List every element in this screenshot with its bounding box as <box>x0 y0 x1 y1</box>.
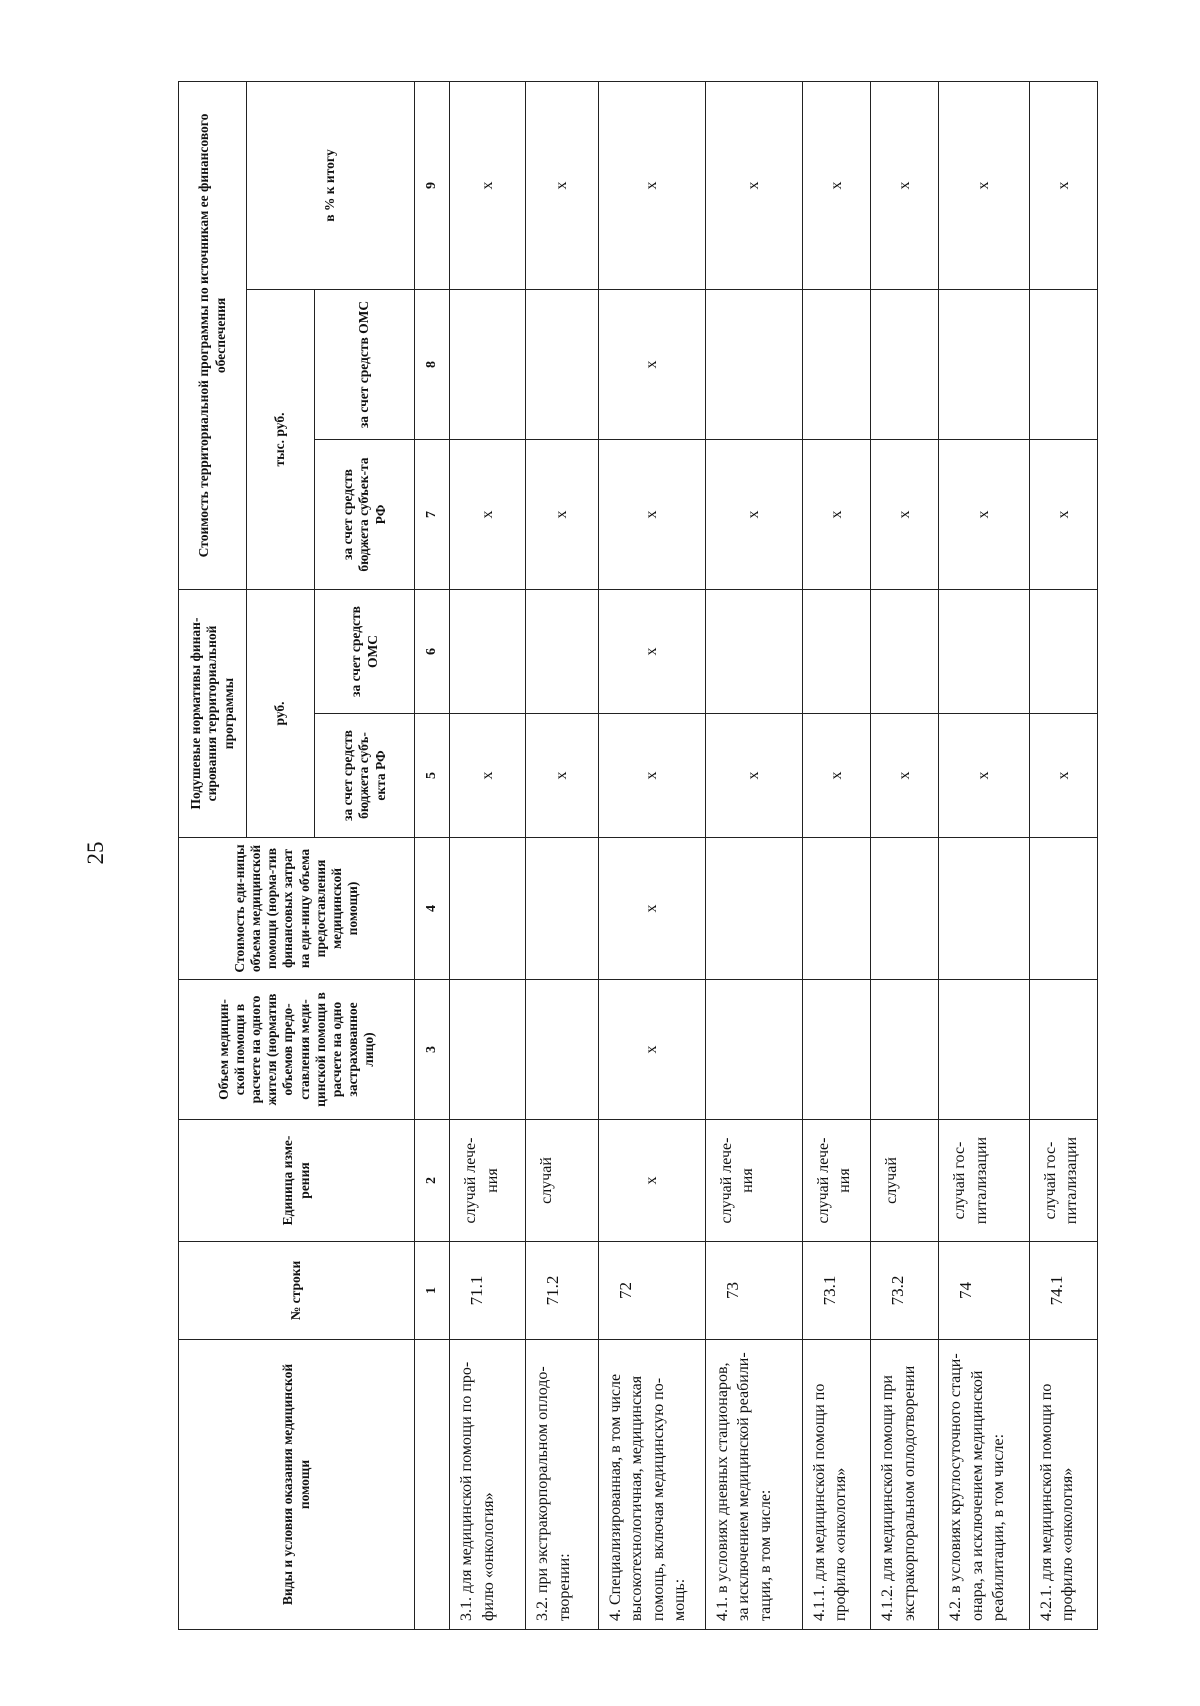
row-budget-rub: х <box>1029 714 1097 838</box>
rotated-table-container <box>178 82 1098 1630</box>
row-cost-unit <box>450 838 526 980</box>
row-budget-thous: х <box>939 440 1030 590</box>
row-oms-rub <box>939 590 1030 714</box>
row-oms-thous <box>802 290 870 440</box>
row-budget-thous: х <box>870 440 938 590</box>
header-unit: Единица изме-рения <box>179 1120 415 1242</box>
row-oms-thous: х <box>598 290 705 440</box>
row-line-no: 73 <box>705 1242 802 1340</box>
row-budget-thous: х <box>598 440 705 590</box>
col-number: 9 <box>415 81 450 289</box>
row-percent: х <box>526 81 598 289</box>
row-budget-rub: х <box>939 714 1030 838</box>
row-unit: х <box>598 1120 705 1242</box>
header-kind: Виды и условия оказания медицинской помощи <box>179 1340 415 1630</box>
table-row <box>598 81 705 1629</box>
row-line-no: 74.1 <box>1029 1242 1097 1340</box>
row-line-no: 71.1 <box>450 1242 526 1340</box>
row-oms-thous <box>870 290 938 440</box>
row-budget-rub: х <box>870 714 938 838</box>
row-budget-thous: х <box>705 440 802 590</box>
row-oms-rub <box>1029 590 1097 714</box>
row-oms-rub <box>450 590 526 714</box>
row-percent: х <box>870 81 938 289</box>
table-row <box>802 81 870 1629</box>
row-unit: случай гос-питализации <box>1029 1120 1097 1242</box>
table-row <box>870 81 938 1629</box>
col-number: 7 <box>415 440 450 590</box>
col-number: 6 <box>415 590 450 714</box>
row-kind: 4.1.2. для медицинской помощи при экстракорпоральном оплодотворении <box>870 1340 938 1630</box>
header-cost-unit: Стоимость еди-ницы объема медицинской помощи (норма-тив финансовых затрат на еди-ницу объема предоставления медицинской помощи) <box>179 838 415 980</box>
row-oms-thous <box>1029 290 1097 440</box>
col-number: 2 <box>415 1120 450 1242</box>
header-thous-rub: тыс. руб. <box>247 290 315 590</box>
table-row <box>526 81 598 1629</box>
row-budget-rub: х <box>705 714 802 838</box>
col-number: 4 <box>415 838 450 980</box>
row-oms-thous <box>526 290 598 440</box>
financing-table <box>178 81 1098 1630</box>
row-unit: случай лече-ния <box>450 1120 526 1242</box>
row-percent: х <box>802 81 870 289</box>
col-number <box>415 1340 450 1630</box>
header-budget-rub: за счет средств бюджета субъ-екта РФ <box>315 714 415 838</box>
row-oms-thous <box>939 290 1030 440</box>
row-cost-unit <box>870 838 938 980</box>
row-oms-rub <box>526 590 598 714</box>
row-percent: х <box>598 81 705 289</box>
row-oms-thous <box>705 290 802 440</box>
row-volume <box>526 980 598 1120</box>
row-kind: 4.2. в условиях круглосуточного стаци-онара, за исключением медицинской реабилитации, в том числе: <box>939 1340 1030 1630</box>
page-number: 25 <box>83 841 108 865</box>
header-oms-rub: за счет средств ОМС <box>315 590 415 714</box>
row-budget-thous: х <box>1029 440 1097 590</box>
row-budget-rub: х <box>598 714 705 838</box>
row-volume <box>450 980 526 1120</box>
row-volume <box>705 980 802 1120</box>
row-unit: случай лече-ния <box>802 1120 870 1242</box>
row-line-no: 71.2 <box>526 1242 598 1340</box>
row-cost-unit <box>802 838 870 980</box>
row-cost-unit <box>526 838 598 980</box>
row-percent: х <box>1029 81 1097 289</box>
table-row <box>705 81 802 1629</box>
row-percent: х <box>939 81 1030 289</box>
row-oms-rub <box>802 590 870 714</box>
row-kind: 3.1. для медицинской помощи по про-филю «онкология» <box>450 1340 526 1630</box>
row-budget-rub: х <box>802 714 870 838</box>
row-line-no: 72 <box>598 1242 705 1340</box>
header-budget-thous: за счет средств бюджета субъек-та РФ <box>315 440 415 590</box>
row-volume <box>802 980 870 1120</box>
row-unit: случай гос-питализации <box>939 1120 1030 1242</box>
header-line-no: № строки <box>179 1242 415 1340</box>
header-oms-thous: за счет средств ОМС <box>315 290 415 440</box>
row-percent: х <box>705 81 802 289</box>
row-budget-rub: х <box>450 714 526 838</box>
row-volume <box>870 980 938 1120</box>
row-budget-thous: х <box>526 440 598 590</box>
row-kind: 4.2.1. для медицинской помощи по профилю «онкология» <box>1029 1340 1097 1630</box>
header-rub: руб. <box>247 590 315 838</box>
row-kind: 3.2. при экстракорпоральном оплодо-творении: <box>526 1340 598 1630</box>
row-unit: случай <box>526 1120 598 1242</box>
row-oms-thous <box>450 290 526 440</box>
row-cost-unit: х <box>598 838 705 980</box>
col-number: 8 <box>415 290 450 440</box>
header-total-cost: Стоимость территориальной программы по источникам ее финансового обеспечения <box>179 81 247 589</box>
row-unit: случай <box>870 1120 938 1242</box>
table-row <box>939 81 1030 1629</box>
header-volume: Объем медицин-ской помощи в расчете на одного жителя (норматив объемов предо-ставления меди-цинской помощи в расчете на одно застрахованное лицо) <box>179 980 415 1120</box>
table-row <box>450 81 526 1629</box>
row-line-no: 74 <box>939 1242 1030 1340</box>
row-volume: х <box>598 980 705 1120</box>
row-percent: х <box>450 81 526 289</box>
column-number-row <box>415 81 450 1629</box>
row-kind: 4.1.1. для медицинской помощи по профилю «онкология» <box>802 1340 870 1630</box>
row-unit: случай лече-ния <box>705 1120 802 1242</box>
table-row <box>1029 81 1097 1629</box>
row-cost-unit <box>1029 838 1097 980</box>
row-volume <box>1029 980 1097 1120</box>
row-oms-rub <box>870 590 938 714</box>
row-cost-unit <box>705 838 802 980</box>
row-budget-thous: х <box>450 440 526 590</box>
col-number: 5 <box>415 714 450 838</box>
row-oms-rub: х <box>598 590 705 714</box>
row-line-no: 73.1 <box>802 1242 870 1340</box>
row-volume <box>939 980 1030 1120</box>
row-kind: 4. Специализированная, в том числе высокотехнологичная, медицинская помощь, включая медицинскую по-мощь: <box>598 1340 705 1630</box>
header-percent: в % к итогу <box>247 81 415 289</box>
row-cost-unit <box>939 838 1030 980</box>
row-line-no: 73.2 <box>870 1242 938 1340</box>
row-budget-thous: х <box>802 440 870 590</box>
col-number: 3 <box>415 980 450 1120</box>
row-kind: 4.1. в условиях дневных стационаров, за исключением медицинской реабили-тации, в том числе: <box>705 1340 802 1630</box>
col-number: 1 <box>415 1242 450 1340</box>
row-budget-rub: х <box>526 714 598 838</box>
row-oms-rub <box>705 590 802 714</box>
header-per-capita: Подушевые нормативы финан-сирования территориальной программы <box>179 590 247 838</box>
